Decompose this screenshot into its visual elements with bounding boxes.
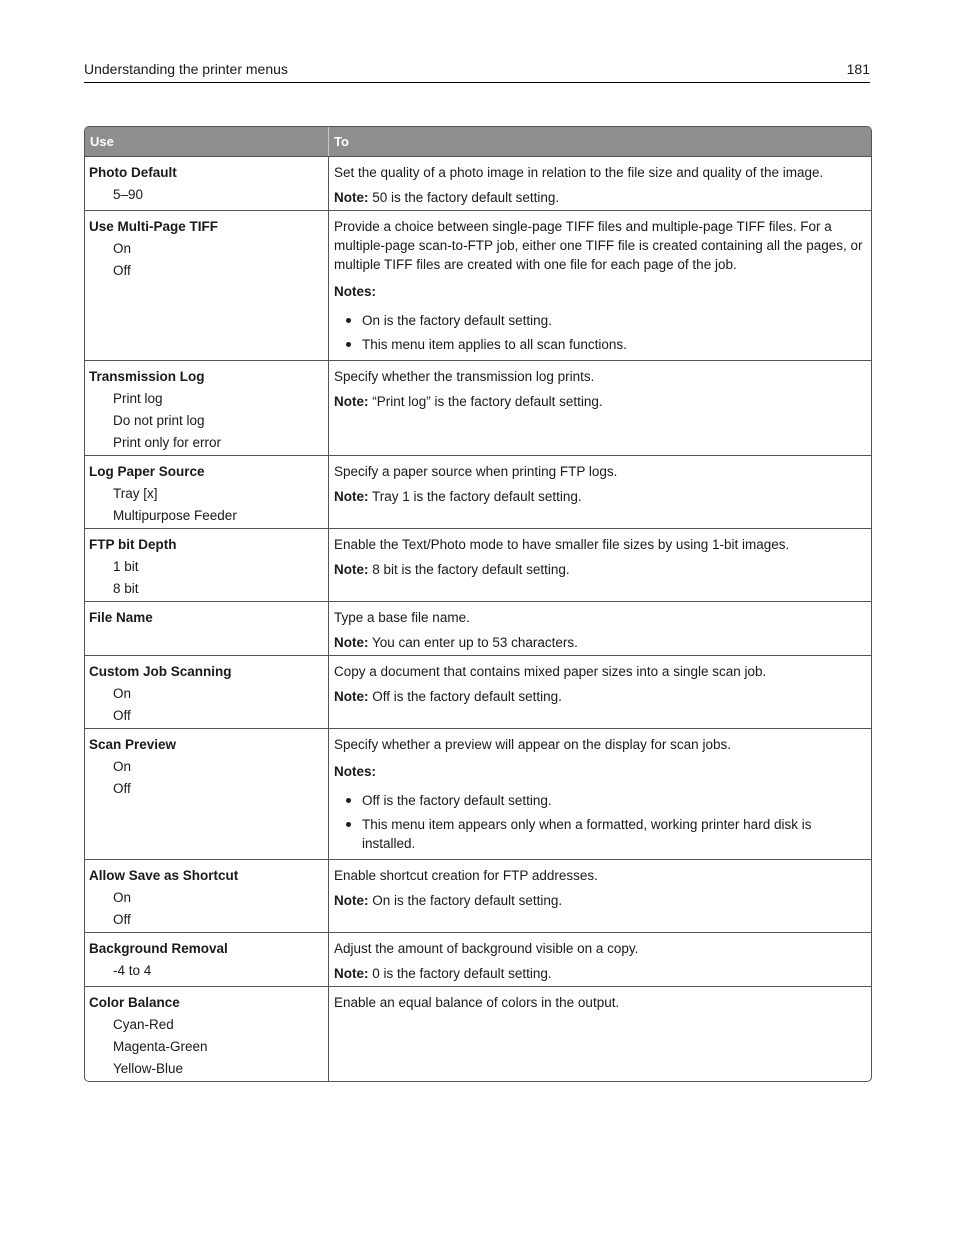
to-cell <box>329 987 871 1081</box>
table-row <box>85 986 871 1081</box>
setting-name: Photo Default <box>89 165 177 180</box>
notes-list-text: Off is the factory default setting. <box>362 793 552 808</box>
to-cell <box>329 933 871 986</box>
setting-note <box>334 687 867 706</box>
table-row <box>85 728 871 859</box>
setting-name: Transmission Log <box>89 369 205 384</box>
notes-list-text: This menu item appears only when a formatted, working printer hard disk is installed. <box>362 817 812 851</box>
setting-description: Specify whether the transmission log prints. <box>334 369 595 384</box>
table-row <box>85 655 871 728</box>
use-cell <box>85 361 329 455</box>
note-label: Note: <box>334 190 369 205</box>
bullet-icon <box>346 798 351 803</box>
setting-option: Print log <box>113 391 163 406</box>
table-header-row <box>85 127 871 156</box>
setting-name: Background Removal <box>89 941 228 956</box>
setting-description: Enable the Text/Photo mode to have smaller file sizes by using 1-bit images. <box>334 537 790 552</box>
setting-name: Custom Job Scanning <box>89 664 232 679</box>
notes-list-item <box>334 335 867 354</box>
setting-option: 8 bit <box>113 581 139 596</box>
note-label: Note: <box>334 562 369 577</box>
setting-note <box>334 891 867 910</box>
setting-option: Multipurpose Feeder <box>113 508 237 523</box>
setting-name: Scan Preview <box>89 737 177 752</box>
setting-option: Cyan-Red <box>113 1017 174 1032</box>
setting-option: Tray [x] <box>113 486 158 501</box>
notes-list <box>334 791 867 853</box>
setting-option: Yellow-Blue <box>113 1061 184 1076</box>
to-cell <box>329 211 871 360</box>
note-text: On is the factory default setting. <box>372 893 563 908</box>
setting-note <box>334 560 867 579</box>
setting-option: Print only for error <box>113 435 222 450</box>
note-text: 8 bit is the factory default setting. <box>372 562 570 577</box>
section-title: Understanding the printer menus <box>84 61 288 77</box>
note-label: Note: <box>334 966 369 981</box>
column-header-use: Use <box>85 127 329 156</box>
setting-description: Specify a paper source when printing FTP logs. <box>334 464 618 479</box>
notes-list-text: On is the factory default setting. <box>362 313 552 328</box>
setting-name: Log Paper Source <box>89 464 205 479</box>
setting-note <box>334 487 867 506</box>
setting-option: Magenta-Green <box>113 1039 208 1054</box>
notes-list <box>334 311 867 354</box>
table-row <box>85 360 871 455</box>
bullet-icon <box>346 342 351 347</box>
setting-option: -4 to 4 <box>113 963 152 978</box>
setting-description: Enable shortcut creation for FTP addresses. <box>334 868 598 883</box>
setting-option: Do not print log <box>113 413 205 428</box>
column-header-to: To <box>334 134 349 149</box>
setting-description: Copy a document that contains mixed paper sizes into a single scan job. <box>334 664 767 679</box>
note-label: Note: <box>334 489 369 504</box>
use-cell <box>85 656 329 728</box>
use-cell <box>85 456 329 528</box>
table-row <box>85 932 871 986</box>
to-cell <box>329 602 871 655</box>
table-row <box>85 601 871 655</box>
page-header <box>84 58 870 83</box>
note-text: Tray 1 is the factory default setting. <box>372 489 582 504</box>
table-row <box>85 455 871 528</box>
note-text: You can enter up to 53 characters. <box>372 635 578 650</box>
page-number: 181 <box>846 61 870 77</box>
setting-note <box>334 633 867 652</box>
setting-option: On <box>113 686 132 701</box>
notes-label: Notes: <box>334 764 377 779</box>
bullet-icon <box>346 318 351 323</box>
setting-note <box>334 964 867 983</box>
setting-name: FTP bit Depth <box>89 537 177 552</box>
to-cell <box>329 456 871 528</box>
setting-option: On <box>113 759 132 774</box>
use-cell <box>85 729 329 859</box>
notes-list-item <box>334 815 867 853</box>
use-cell <box>85 211 329 360</box>
table-row <box>85 156 871 210</box>
setting-note <box>334 392 867 411</box>
note-text: “Print log” is the factory default setting. <box>372 394 603 409</box>
to-cell <box>329 860 871 932</box>
notes-list-item <box>334 791 867 810</box>
use-cell <box>85 529 329 601</box>
to-cell <box>329 529 871 601</box>
bullet-icon <box>346 822 351 827</box>
note-text: 50 is the factory default setting. <box>372 190 560 205</box>
note-label: Note: <box>334 893 369 908</box>
use-cell <box>85 860 329 932</box>
table-row <box>85 859 871 932</box>
setting-option: 5–90 <box>113 187 144 202</box>
setting-name: Color Balance <box>89 995 180 1010</box>
to-cell <box>329 157 871 210</box>
setting-description: Specify whether a preview will appear on the display for scan jobs. <box>334 737 731 752</box>
setting-option: Off <box>113 912 131 927</box>
to-cell <box>329 656 871 728</box>
setting-name: Allow Save as Shortcut <box>89 868 239 883</box>
menu-settings-table <box>84 126 872 1082</box>
note-label: Note: <box>334 689 369 704</box>
setting-name: Use Multi-Page TIFF <box>89 219 219 234</box>
setting-note <box>334 188 867 207</box>
setting-option: On <box>113 890 132 905</box>
table-row <box>85 528 871 601</box>
setting-option: 1 bit <box>113 559 139 574</box>
notes-list-item <box>334 311 867 330</box>
use-cell <box>85 933 329 986</box>
table-body <box>85 156 871 1081</box>
use-cell <box>85 602 329 655</box>
note-label: Note: <box>334 394 369 409</box>
setting-option: Off <box>113 708 131 723</box>
setting-description: Provide a choice between single-page TIFF files and multiple-page TIFF files. For a multiple-page scan-to-FTP job, either one TIFF file is created containing all the pages, or multiple TIFF files are created with one file for each page of the job. <box>334 219 863 272</box>
to-cell <box>329 361 871 455</box>
note-label: Note: <box>334 635 369 650</box>
setting-name: File Name <box>89 610 153 625</box>
note-text: Off is the factory default setting. <box>372 689 562 704</box>
setting-description: Enable an equal balance of colors in the output. <box>334 995 620 1010</box>
note-text: 0 is the factory default setting. <box>372 966 552 981</box>
table-row <box>85 210 871 360</box>
notes-label: Notes: <box>334 284 377 299</box>
to-cell <box>329 729 871 859</box>
setting-option: On <box>113 241 132 256</box>
setting-description: Set the quality of a photo image in relation to the file size and quality of the image. <box>334 165 824 180</box>
notes-list-text: This menu item applies to all scan functions. <box>362 337 627 352</box>
use-cell <box>85 987 329 1081</box>
setting-description: Adjust the amount of background visible on a copy. <box>334 941 639 956</box>
setting-description: Type a base file name. <box>334 610 470 625</box>
setting-option: Off <box>113 263 131 278</box>
use-cell <box>85 157 329 210</box>
setting-option: Off <box>113 781 131 796</box>
